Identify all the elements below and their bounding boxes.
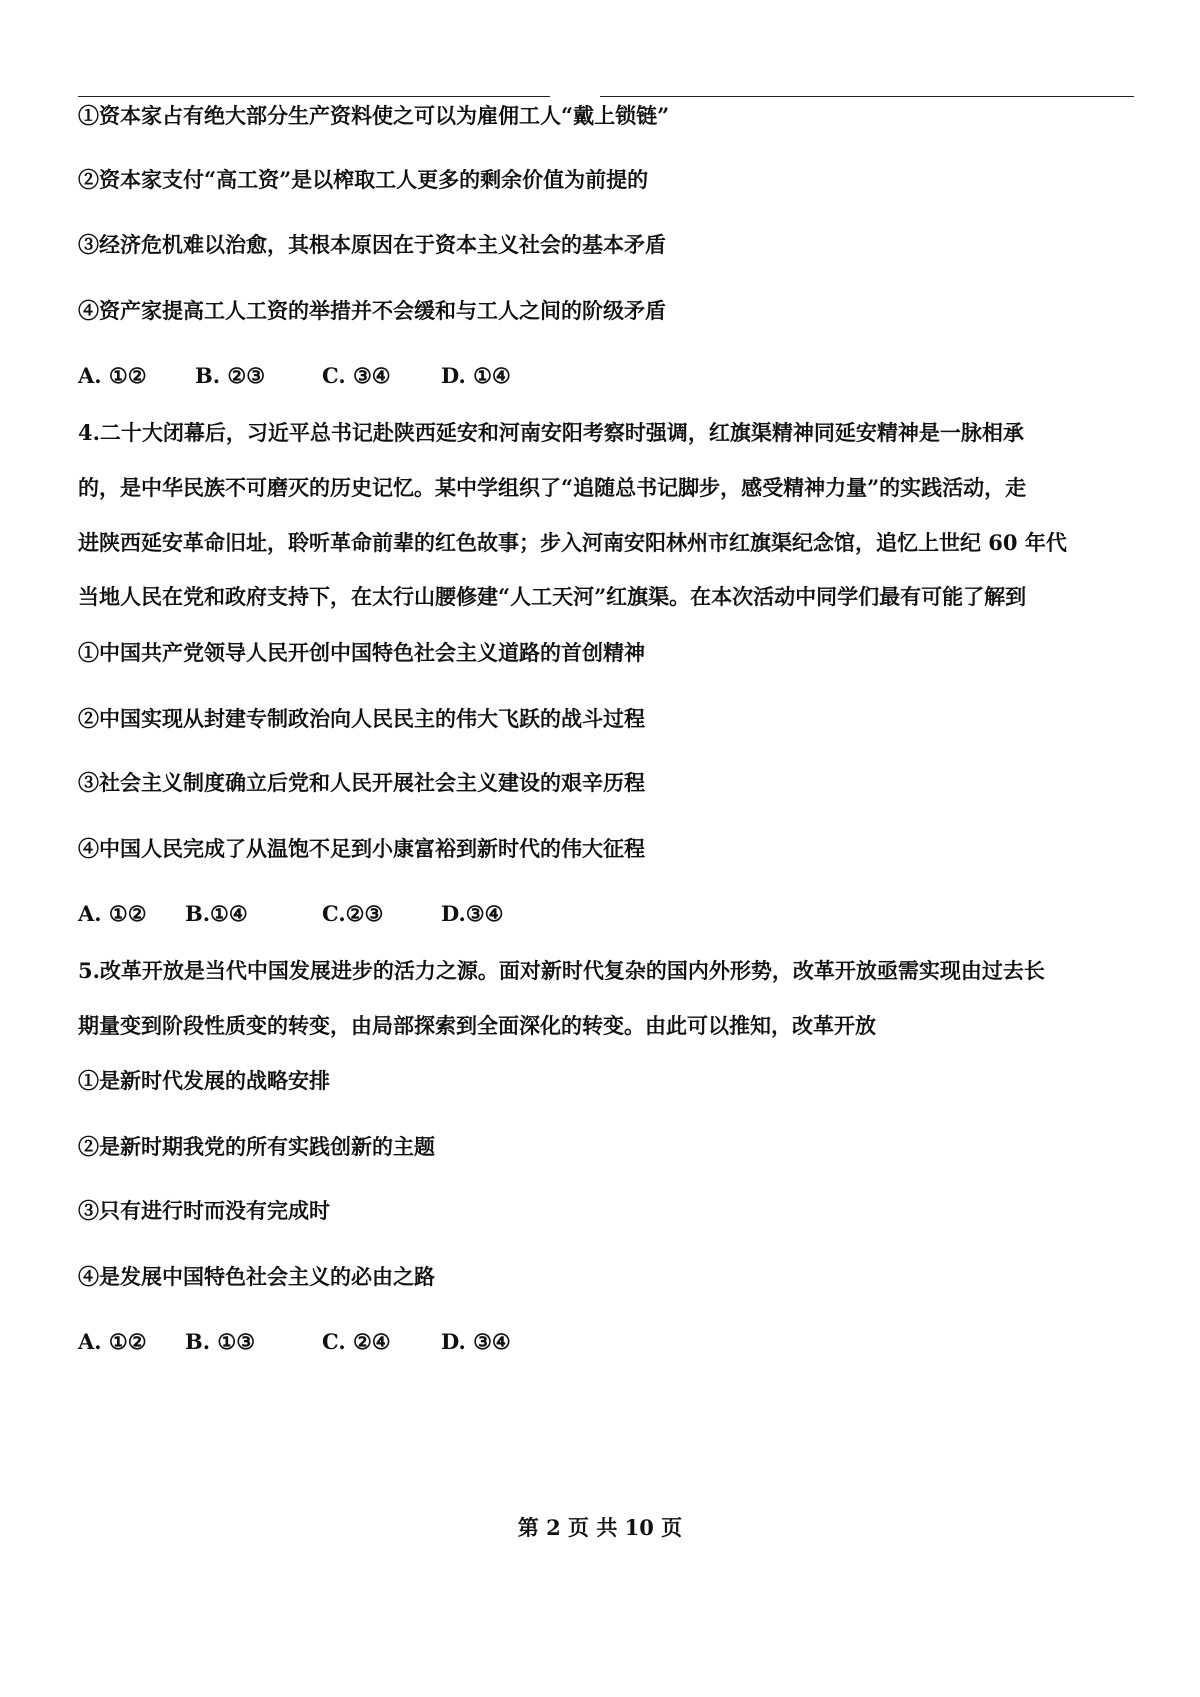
q5-option-d: D. ③④ (441, 1329, 511, 1354)
q3-item-1: ①资本家占有绝大部分生产资料使之可以为雇佣工人“戴上锁链” (78, 103, 670, 128)
q3-option-b: B. ②③ (195, 363, 266, 388)
q4-option-a: A. ①② (78, 901, 147, 926)
q5-option-b: B. ①③ (185, 1329, 256, 1354)
q4-stem-line-3: 进陕西延安革命旧址，聆听革命前辈的红色故事；步入河南安阳林州市红旗渠纪念馆，追忆上世纪 60 年代 (78, 530, 1067, 555)
q5-item-3: ③只有进行时而没有完成时 (78, 1198, 330, 1223)
q5-item-2: ②是新时期我党的所有实践创新的主题 (78, 1134, 435, 1159)
q5-item-1: ①是新时代发展的战略安排 (78, 1068, 330, 1093)
q4-option-d: D.③④ (441, 901, 504, 926)
q4-item-2: ②中国实现从封建专制政治向人民民主的伟大飞跃的战斗过程 (78, 706, 645, 731)
page-number: 第 2 页 共 10 页 (517, 1515, 683, 1540)
q4-option-c: C.②③ (322, 901, 384, 926)
top-rule-right (600, 96, 1134, 97)
q3-options (78, 361, 511, 391)
q3-item-2: ②资本家支付“高工资”是以榨取工人更多的剩余价值为前提的 (78, 167, 649, 192)
q4-item-1: ①中国共产党领导人民开创中国特色社会主义道路的首创精神 (78, 640, 645, 665)
q4-stem-line-2: 的，是中华民族不可磨灭的历史记忆。某中学组织了“追随总书记脚步，感受精神力量”的实践活动，走 (78, 475, 1027, 500)
top-rule-left (78, 96, 550, 97)
q3-option-d: D. ①④ (441, 363, 511, 388)
q5-stem-line-2: 期量变到阶段性质变的转变，由局部探索到全面深化的转变。由此可以推知，改革开放 (78, 1013, 876, 1038)
q3-option-c: C. ③④ (322, 363, 391, 388)
q3-item-4: ④资产家提高工人工资的举措并不会缓和与工人之间的阶级矛盾 (78, 298, 666, 323)
q4-stem-line-1: 4.二十大闭幕后，习近平总书记赴陕西延安和河南安阳考察时强调，红旗渠精神同延安精神是一脉相承 (78, 420, 1024, 445)
q3-item-3: ③经济危机难以治愈，其根本原因在于资本主义社会的基本矛盾 (78, 232, 666, 257)
q4-options (78, 899, 503, 929)
q4-option-b: B.①④ (185, 901, 248, 926)
q4-item-4: ④中国人民完成了从温饱不足到小康富裕到新时代的伟大征程 (78, 836, 645, 861)
q5-option-a: A. ①② (78, 1329, 147, 1354)
q4-stem-line-4: 当地人民在党和政府支持下，在太行山腰修建“人工天河”红旗渠。在本次活动中同学们最有可能了解到 (78, 584, 1027, 609)
q5-options (78, 1327, 511, 1357)
q5-item-4: ④是发展中国特色社会主义的必由之路 (78, 1264, 435, 1289)
q5-option-c: C. ②④ (322, 1329, 391, 1354)
q4-item-3: ③社会主义制度确立后党和人民开展社会主义建设的艰辛历程 (78, 770, 645, 795)
q5-stem-line-1: 5.改革开放是当代中国发展进步的活力之源。面对新时代复杂的国内外形势，改革开放亟需实现由过去长 (78, 958, 1045, 983)
q3-option-a: A. ①② (78, 363, 147, 388)
